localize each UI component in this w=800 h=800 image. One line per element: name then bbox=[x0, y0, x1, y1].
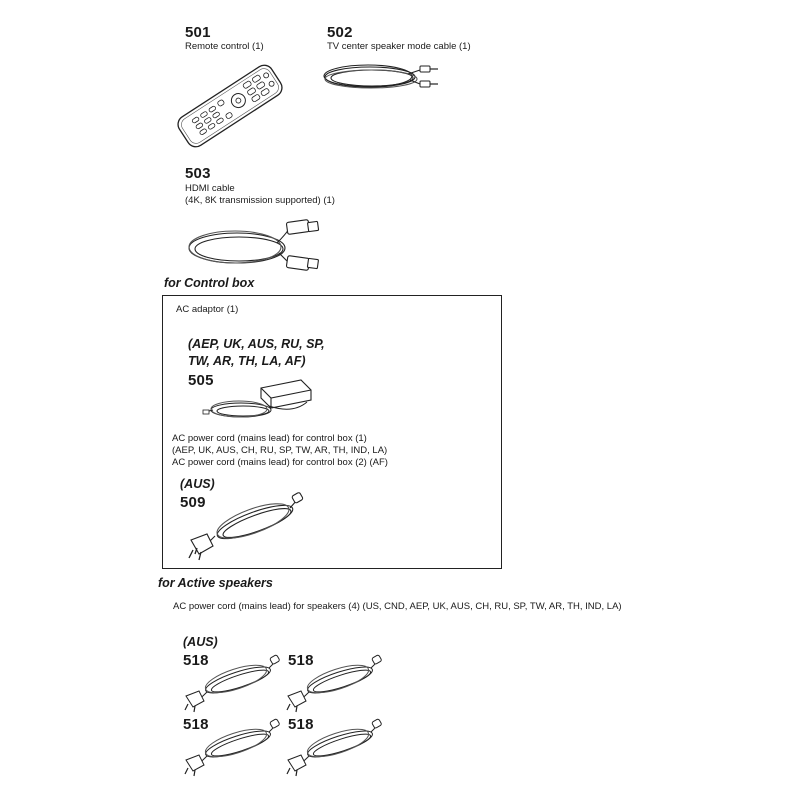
item-number-518: 518 bbox=[183, 716, 209, 733]
adaptor-regions-line1: (AEP, UK, AUS, RU, SP, bbox=[188, 337, 325, 351]
remote-caption: Remote control (1) bbox=[185, 41, 264, 52]
item-number-503: 503 bbox=[185, 165, 211, 182]
item-number-518: 518 bbox=[288, 716, 314, 733]
speaker-power-cord-illustration bbox=[285, 650, 385, 712]
cord-caption-line2: (AEP, UK, AUS, CH, RU, SP, TW, AR, TH, IND, LA) bbox=[172, 445, 388, 456]
item-number-518: 518 bbox=[288, 652, 314, 669]
speaker-cable-illustration bbox=[320, 56, 445, 101]
control-box-heading: for Control box bbox=[164, 276, 255, 290]
hdmi-caption-line1: HDMI cable bbox=[185, 183, 235, 194]
item-number-518: 518 bbox=[183, 652, 209, 669]
active-speakers-caption: AC power cord (mains lead) for speakers (4) (US, CND, AEP, UK, AUS, CH, RU, SP, TW, AR, TH, IND, LA) bbox=[173, 601, 622, 612]
item-number-505: 505 bbox=[188, 372, 214, 389]
item-number-502: 502 bbox=[327, 24, 353, 41]
active-speakers-heading: for Active speakers bbox=[158, 576, 273, 590]
power-cord-illustration bbox=[185, 486, 305, 561]
cord-caption-line1: AC power cord (mains lead) for control box (1) bbox=[172, 433, 367, 444]
item-number-501: 501 bbox=[185, 24, 211, 41]
item-number-509: 509 bbox=[180, 494, 206, 511]
speaker-power-cord-illustration bbox=[285, 714, 385, 776]
speaker-cable-caption: TV center speaker mode cable (1) bbox=[327, 41, 471, 52]
cord-region: (AUS) bbox=[180, 477, 215, 491]
speakers-region: (AUS) bbox=[183, 635, 218, 649]
speaker-power-cord-illustration bbox=[183, 650, 283, 712]
adaptor-regions-line2: TW, AR, TH, LA, AF) bbox=[188, 354, 306, 368]
hdmi-cable-illustration bbox=[185, 215, 325, 280]
hdmi-caption-line2: (4K, 8K transmission supported) (1) bbox=[185, 195, 335, 206]
control-box-panel bbox=[162, 295, 502, 569]
remote-control-illustration bbox=[178, 58, 288, 148]
ac-adaptor-caption: AC adaptor (1) bbox=[176, 304, 239, 315]
cord-caption-line3: AC power cord (mains lead) for control box (2) (AF) bbox=[172, 457, 388, 468]
speaker-power-cord-illustration bbox=[183, 714, 283, 776]
ac-adaptor-illustration bbox=[203, 374, 333, 434]
